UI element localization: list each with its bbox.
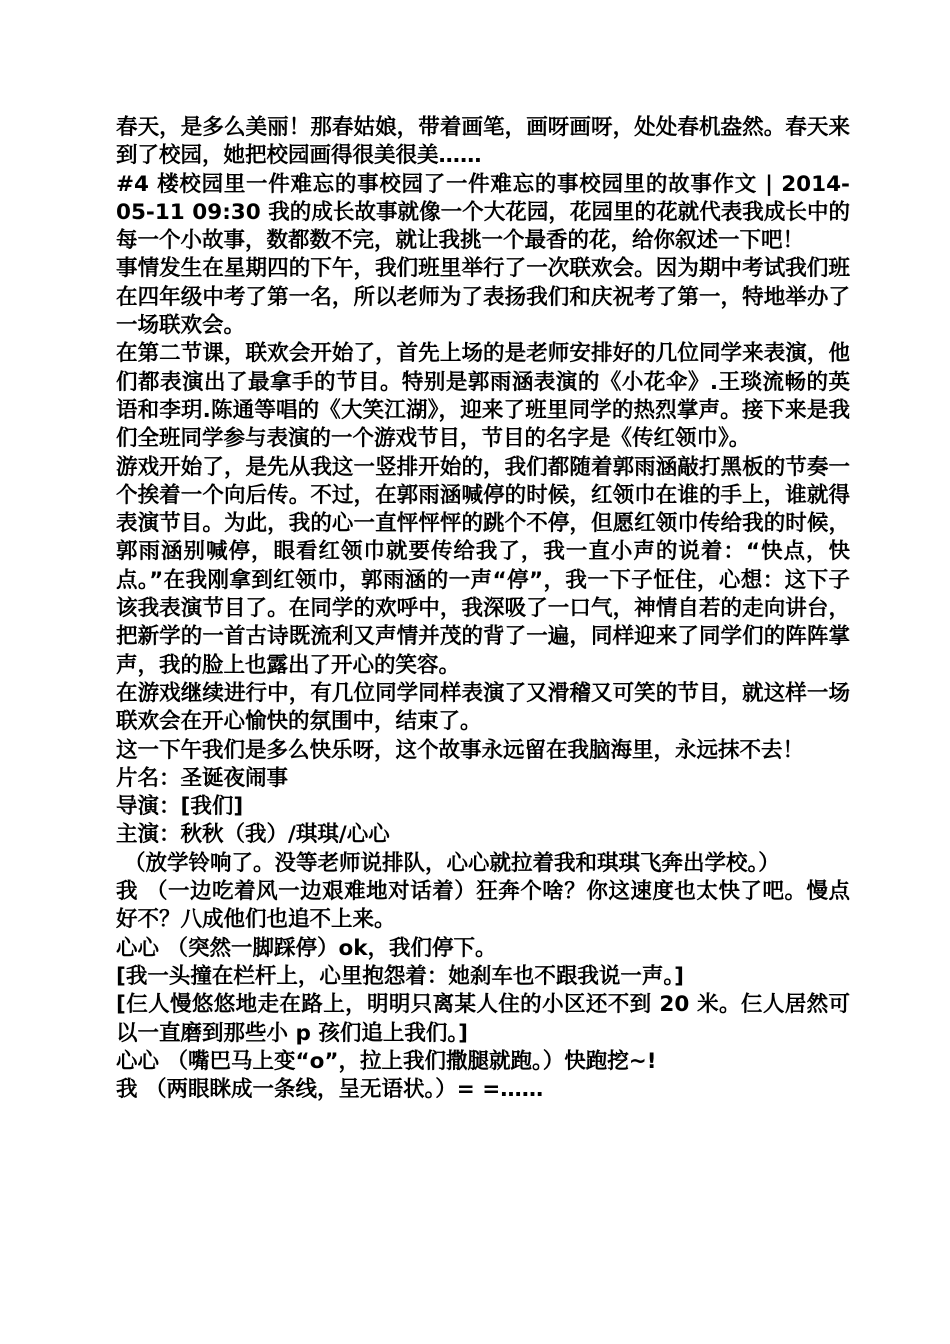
- script-line-xinxin-1: 心心 （突然一脚踩停）ok，我们停下。: [116, 935, 497, 961]
- paragraph-game: 游戏开始了，是先从我这一竖排开始的，我们都随着郭雨涵敲打黑板的节奏一个挨着一个向后传。不过，在郭雨涵喊停的时候，红领巾在谁的手上，谁就得表演节目。为此，我的心一直怦怦怦的跳个不停，但愿红领巾传给我的时候，郭雨涵别喊停，眼看红领巾就要传给我了，我一直小声的说着：“快点，快点。”在我刚拿到红领巾，郭雨涵的一声“停”，我一下子怔住，心想：这下子该我表演节目了。在同学的欢呼中，我深吸了一口气，神情自若的走向讲台，把新学的一首古诗既流利又声情并茂的背了一遍，同样迎来了同学们的阵阵掌声，我的脸上也露出了开心的笑容。: [116, 454, 850, 678]
- script-stage-direction: （放学铃响了。没等老师说排队，心心就拉着我和琪琪飞奔出学校。）: [124, 850, 780, 876]
- paragraph-post-header: #4 楼校园里一件难忘的事校园了一件难忘的事校园里的故事作文 | 2014-05-11 09:30 我的成长故事就像一个大花园，花园里的花就代表我成长中的每一个小故事，数都数不完，就让我挑一个最香的花，给你叙述一下吧！: [116, 171, 850, 254]
- script-line-me-2: 我 （两眼眯成一条线，呈无语状。）= =……: [116, 1077, 544, 1103]
- paragraph-spring-intro: 春天，是多么美丽！那春姑娘，带着画笔，画呀画呀，处处春机盎然。春天来到了校园，她把校园画得很美很美……: [116, 115, 850, 169]
- document-body: [116, 114, 850, 1104]
- paragraph-conclusion: 这一下午我们是多么快乐呀，这个故事永远留在我脑海里，永远抹不去！: [116, 737, 805, 763]
- script-bracket-note-2: [仨人慢悠悠地走在路上，明明只离某人住的小区还不到 20 米。仨人居然可以一直磨到那些小 p 孩们追上我们。]: [116, 992, 850, 1046]
- script-line-xinxin-2: 心心 （嘴巴马上变“o”，拉上我们撒腿就跑。）快跑挖~!: [116, 1048, 657, 1074]
- script-title: 片名：圣诞夜闹事: [116, 765, 289, 791]
- script-director: 导演：[我们]: [116, 794, 244, 820]
- paragraph-performances: 在第二节课，联欢会开始了，首先上场的是老师安排好的几位同学来表演，他们都表演出了最拿手的节目。特别是郭雨涵表演的《小花伞》.王琰流畅的英语和李玥.陈通等唱的《大笑江湖》，迎来了班里同学的热烈掌声。接下来是我们全班同学参与表演的一个游戏节目，节目的名字是《传红领巾》。: [116, 341, 850, 452]
- paragraph-event-start: 事情发生在星期四的下午，我们班里举行了一次联欢会。因为期中考试我们班在四年级中考了第一名，所以老师为了表扬我们和庆祝考了第一，特地举办了一场联欢会。: [116, 256, 850, 339]
- script-cast: 主演：秋秋（我）/琪琪/心心: [116, 822, 390, 848]
- script-bracket-note-1: [我一头撞在栏杆上，心里抱怨着：她刹车也不跟我说一声。]: [116, 963, 684, 989]
- script-line-me-1: 我 （一边吃着风一边艰难地对话着）狂奔个啥？你这速度也太快了吧。慢点好不？八成他们也追不上来。: [116, 879, 850, 933]
- paragraph-game-end: 在游戏继续进行中，有几位同学同样表演了又滑稽又可笑的节目，就这样一场联欢会在开心愉快的氛围中，结束了。: [116, 680, 850, 735]
